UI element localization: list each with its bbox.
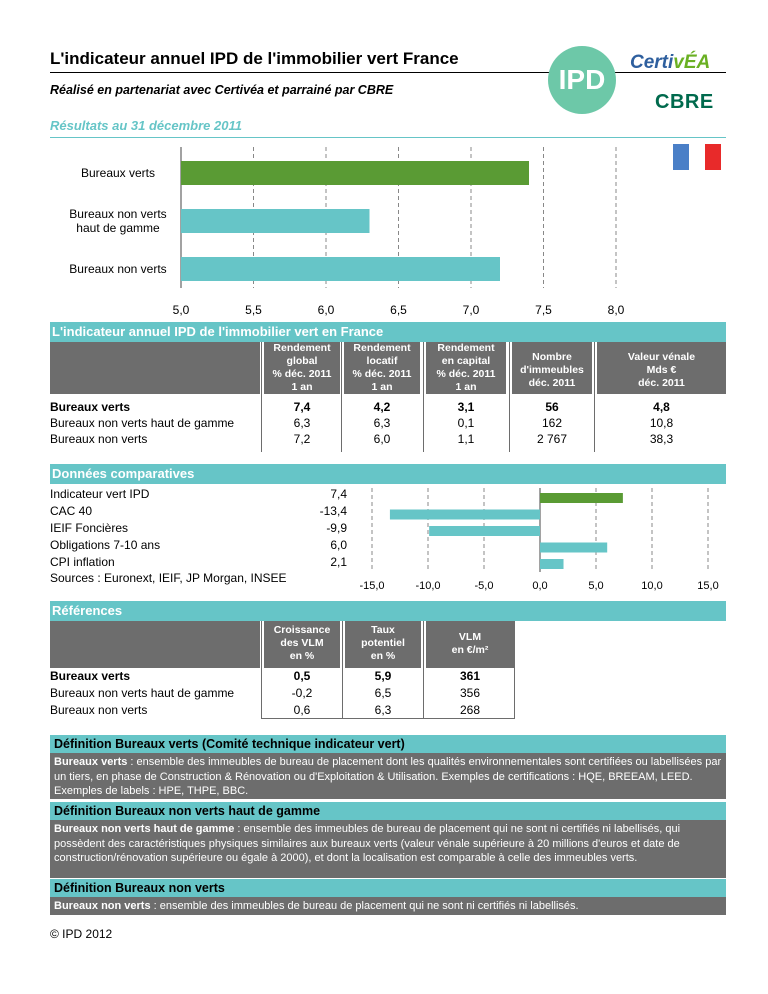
references-header-line: potentiel bbox=[361, 637, 405, 649]
results-divider bbox=[50, 137, 726, 138]
references-column-divider bbox=[423, 621, 424, 719]
definition-term-green: Bureaux verts bbox=[54, 756, 128, 768]
chart1-tick-label: 7,0 bbox=[462, 303, 480, 317]
chart1-category-label: haut de gamme bbox=[76, 221, 160, 235]
main-table-header-line: % déc. 2011 bbox=[352, 368, 412, 380]
chart2-tick-label: -10,0 bbox=[415, 580, 441, 592]
main-table-cell: 10,8 bbox=[649, 416, 674, 430]
definition-term-nongreen: Bureaux non verts bbox=[54, 900, 151, 912]
references-header-2 bbox=[426, 621, 514, 668]
main-table-row-label: Bureaux verts bbox=[50, 400, 131, 414]
main-table-header-line: Rendement bbox=[437, 342, 495, 354]
main-table-cell: 56 bbox=[545, 400, 559, 414]
references-header-line: en % bbox=[370, 650, 396, 662]
main-table-header-1 bbox=[344, 342, 420, 394]
main-table-header-line: 1 an bbox=[291, 381, 313, 393]
chart2-tick-label: -15,0 bbox=[359, 580, 385, 592]
references-header-blank bbox=[50, 621, 260, 668]
main-table-cell: 2 767 bbox=[536, 432, 568, 446]
main-table-header-line: Nombre bbox=[532, 351, 572, 363]
main-table-header-line: global bbox=[286, 355, 318, 367]
references-header-line: Taux bbox=[371, 624, 395, 636]
main-table-column-divider bbox=[509, 342, 510, 452]
references-header-1 bbox=[345, 621, 421, 668]
chart1-bar-0 bbox=[181, 161, 529, 185]
references-header-line: en % bbox=[289, 650, 315, 662]
main-table-column-divider bbox=[423, 342, 424, 452]
page-subtitle: Réalisé en partenariat avec Certivéa et parrainé par CBRE bbox=[50, 83, 394, 97]
comparatives-sources: Sources : Euronext, IEIF, JP Morgan, INSEE bbox=[50, 571, 287, 585]
main-table-header-blank bbox=[50, 342, 260, 394]
comparatives-bar-chart bbox=[350, 484, 730, 596]
comparatives-row-label: Obligations 7-10 ans bbox=[50, 538, 161, 552]
chart1-bar-1 bbox=[181, 209, 370, 233]
references-header-line: en €/m² bbox=[451, 644, 489, 656]
main-table-header-line: % déc. 2011 bbox=[436, 368, 496, 380]
main-table-header-line: Mds € bbox=[646, 364, 677, 376]
main-table-cell: 6,3 bbox=[293, 416, 311, 430]
cbre-logo: CBRE bbox=[655, 91, 714, 113]
chart2-bar-0 bbox=[540, 493, 623, 503]
certivea-logo bbox=[630, 52, 710, 74]
main-table-header-0 bbox=[264, 342, 340, 394]
references-cell: 361 bbox=[459, 669, 481, 683]
main-table-header-line: d'immeubles bbox=[520, 364, 584, 376]
footer-copyright: © IPD 2012 bbox=[50, 927, 113, 941]
main-table-header-line: en capital bbox=[441, 355, 491, 367]
definition-body-nongreen bbox=[50, 897, 726, 915]
french-flag-icon bbox=[673, 144, 725, 170]
main-table-header-line: 1 an bbox=[371, 381, 393, 393]
definition-text-green: : ensemble des immeubles de bureau de placement dont les qualités environnementales sont certifiées ou labellisées par un tiers, en phase de Construction & Rénovation ou d'Exploitation & Utilisation. Exemples de certifications : HQE, BREEAM, LEED. Exemples de labels : HPE, THPE, BBC. bbox=[54, 756, 722, 797]
references-column-divider bbox=[514, 621, 515, 719]
main-table-section-title: L'indicateur annuel IPD de l'immobilier vert en France bbox=[50, 322, 726, 342]
definition-title-green: Définition Bureaux verts (Comité technique indicateur vert) bbox=[50, 735, 726, 753]
title-divider bbox=[50, 72, 726, 73]
main-table-header-3 bbox=[512, 342, 592, 394]
comparatives-row-value: 2,1 bbox=[330, 555, 347, 569]
definition-body-premium bbox=[50, 820, 726, 878]
chart2-bar-2 bbox=[429, 526, 540, 536]
comparatives-row-label: IEIF Foncières bbox=[50, 521, 129, 535]
main-table-header-line: Rendement bbox=[273, 342, 331, 354]
references-bottom-border bbox=[261, 718, 515, 719]
yield-bar-chart bbox=[50, 140, 650, 320]
chart2-tick-label: -5,0 bbox=[474, 580, 494, 592]
comparatives-row-label: CPI inflation bbox=[50, 555, 115, 569]
chart1-category-label: Bureaux non verts bbox=[69, 207, 167, 221]
comparatives-row-value: -13,4 bbox=[319, 504, 347, 518]
definition-text-premium: : ensemble des immeubles de bureau de placement qui ne sont ni certifiés ni labellisés, qui possèdent des caractéristiques physiques similaires aux bureaux verts (valeur vénale supérieure à 20 millions d'euros et date de construction/rénovation supérieure ou égale à 2000), et dont la localisation est comparable à celle des immeubles verts. bbox=[54, 823, 681, 864]
references-section-title: Références bbox=[50, 601, 726, 621]
main-table-row-label: Bureaux non verts bbox=[50, 432, 148, 446]
references-header-line: VLM bbox=[458, 631, 482, 643]
comparatives-section-title: Données comparatives bbox=[50, 464, 726, 484]
chart2-bar-1 bbox=[390, 510, 540, 520]
references-header-line: Croissance bbox=[273, 624, 331, 636]
references-cell: 356 bbox=[459, 686, 481, 700]
references-cell: 0,5 bbox=[293, 669, 311, 683]
references-cell: 6,5 bbox=[374, 686, 392, 700]
comparatives-row-label: CAC 40 bbox=[50, 504, 93, 518]
definition-text-nongreen: : ensemble des immeubles de bureau de placement qui ne sont ni certifiés ni labellisés. bbox=[150, 900, 579, 912]
certivea-logo-accent: vÉA bbox=[673, 52, 711, 73]
main-table-header-line: Valeur vénale bbox=[627, 351, 696, 363]
main-table-column-divider bbox=[341, 342, 342, 452]
chart2-tick-label: 0,0 bbox=[532, 580, 548, 592]
main-table-cell: 0,1 bbox=[457, 416, 475, 430]
comparatives-row-value: -9,9 bbox=[326, 521, 347, 535]
chart1-tick-label: 6,5 bbox=[390, 303, 407, 317]
chart1-tick-label: 5,0 bbox=[172, 303, 190, 317]
definition-body-green bbox=[50, 753, 726, 799]
certivea-logo-text: Certi bbox=[630, 52, 674, 73]
references-cell: 268 bbox=[459, 703, 481, 717]
ipd-logo: IPD bbox=[548, 46, 616, 114]
main-table-header-line: déc. 2011 bbox=[528, 377, 576, 389]
results-date: Résultats au 31 décembre 2011 bbox=[50, 118, 242, 133]
main-table-header-line: % déc. 2011 bbox=[272, 368, 332, 380]
references-column-divider bbox=[342, 621, 343, 719]
main-table-header-line: locatif bbox=[366, 355, 398, 367]
references-column-divider bbox=[261, 621, 262, 719]
references-row-label: Bureaux non verts bbox=[50, 703, 148, 717]
main-table-header-2 bbox=[426, 342, 506, 394]
main-table-cell: 4,8 bbox=[653, 400, 670, 414]
chart1-tick-label: 6,0 bbox=[317, 303, 335, 317]
page-title: L'indicateur annuel IPD de l'immobilier vert France bbox=[50, 49, 459, 68]
main-table-header-line: Rendement bbox=[353, 342, 411, 354]
chart2-tick-label: 10,0 bbox=[641, 580, 663, 592]
main-table-cell: 6,3 bbox=[373, 416, 391, 430]
comparatives-row-value: 6,0 bbox=[330, 538, 347, 552]
chart1-category-label: Bureaux verts bbox=[80, 166, 156, 180]
references-cell: 6,3 bbox=[374, 703, 392, 717]
main-table-cell: 38,3 bbox=[649, 432, 674, 446]
references-row-label: Bureaux verts bbox=[50, 669, 131, 683]
main-table-cell: 6,0 bbox=[373, 432, 391, 446]
main-table-header-line: 1 an bbox=[455, 381, 477, 393]
main-table-column-divider bbox=[594, 342, 595, 452]
chart1-tick-label: 7,5 bbox=[535, 303, 552, 317]
main-table-row-label: Bureaux non verts haut de gamme bbox=[50, 416, 235, 430]
main-table-cell: 3,1 bbox=[457, 400, 475, 414]
comparatives-row-value: 7,4 bbox=[330, 487, 347, 501]
comparatives-row-label: Indicateur vert IPD bbox=[50, 487, 150, 501]
references-cell: -0,2 bbox=[291, 686, 313, 700]
main-table-header-line: déc. 2011 bbox=[638, 377, 685, 389]
main-table-cell: 4,2 bbox=[373, 400, 391, 414]
references-cell: 0,6 bbox=[293, 703, 311, 717]
main-table-header-4 bbox=[597, 342, 726, 394]
references-row-label: Bureaux non verts haut de gamme bbox=[50, 686, 235, 700]
definition-title-premium: Définition Bureaux non verts haut de gamme bbox=[50, 802, 726, 820]
chart1-tick-label: 8,0 bbox=[607, 303, 625, 317]
chart2-tick-label: 5,0 bbox=[588, 580, 604, 592]
chart1-category-label: Bureaux non verts bbox=[69, 262, 167, 276]
main-table-cell: 7,2 bbox=[293, 432, 311, 446]
main-table-cell: 162 bbox=[541, 416, 563, 430]
chart2-bar-4 bbox=[540, 559, 564, 569]
main-table-cell: 7,4 bbox=[293, 400, 311, 414]
references-header-0 bbox=[264, 621, 340, 668]
main-table-column-divider bbox=[261, 342, 262, 452]
chart1-bar-2 bbox=[181, 257, 500, 281]
chart1-tick-label: 5,5 bbox=[245, 303, 262, 317]
chart2-tick-label: 15,0 bbox=[697, 580, 719, 592]
definition-term-premium: Bureaux non verts haut de gamme bbox=[54, 823, 235, 835]
references-header-line: des VLM bbox=[280, 637, 324, 649]
definition-title-nongreen: Définition Bureaux non verts bbox=[50, 879, 726, 897]
chart2-bar-3 bbox=[540, 543, 607, 553]
main-table-cell: 1,1 bbox=[457, 432, 475, 446]
references-cell: 5,9 bbox=[374, 669, 392, 683]
